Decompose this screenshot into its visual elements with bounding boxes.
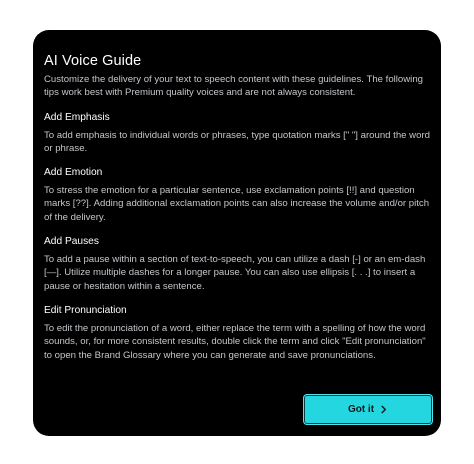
section-body: To add a pause within a section of text-to-speech, you can utilize a dash [-] or an em-dash [—]. Utilize multiple dashes for a longer pause. You can also use ellipsis [. . .] to insert a pause or hesitation within a sentence. <box>44 254 426 292</box>
section-body: To stress the emotion for a particular sentence, use exclamation points [!!] and question marks [??]. Adding additional exclamation points can also increase the volume and/or pitch of the delivery. <box>44 185 430 223</box>
section-body: To edit the pronunciation of a word, either replace the term with a spelling of how the word sounds, or, for more consistent results, double click the term and click "Edit pronunciation" to open the Brand Glossary where you can generate and save pronunciations. <box>44 322 426 361</box>
chevron-right-icon <box>379 405 388 414</box>
section-add-emotion <box>44 166 430 224</box>
section-heading: Add Emotion <box>44 167 103 179</box>
section-heading: Edit Pronunciation <box>44 304 127 316</box>
got-it-button[interactable] <box>303 394 433 425</box>
dialog-intro: Customize the delivery of your text to speech content with these guidelines. The following tips work best with Premium quality voices and are not always consistent. <box>44 74 423 99</box>
section-edit-pronunciation <box>44 304 430 362</box>
section-body: To add emphasis to individual words or phrases, type quotation marks [" "] around the word or phrase. <box>44 129 430 154</box>
dialog-title: AI Voice Guide <box>44 53 142 69</box>
section-add-emphasis <box>44 111 430 156</box>
section-heading: Add Pauses <box>44 236 99 248</box>
got-it-button-label: Got it <box>347 404 375 415</box>
section-add-pauses <box>44 235 430 293</box>
section-heading: Add Emphasis <box>44 111 110 123</box>
ai-voice-guide-dialog <box>33 30 441 436</box>
